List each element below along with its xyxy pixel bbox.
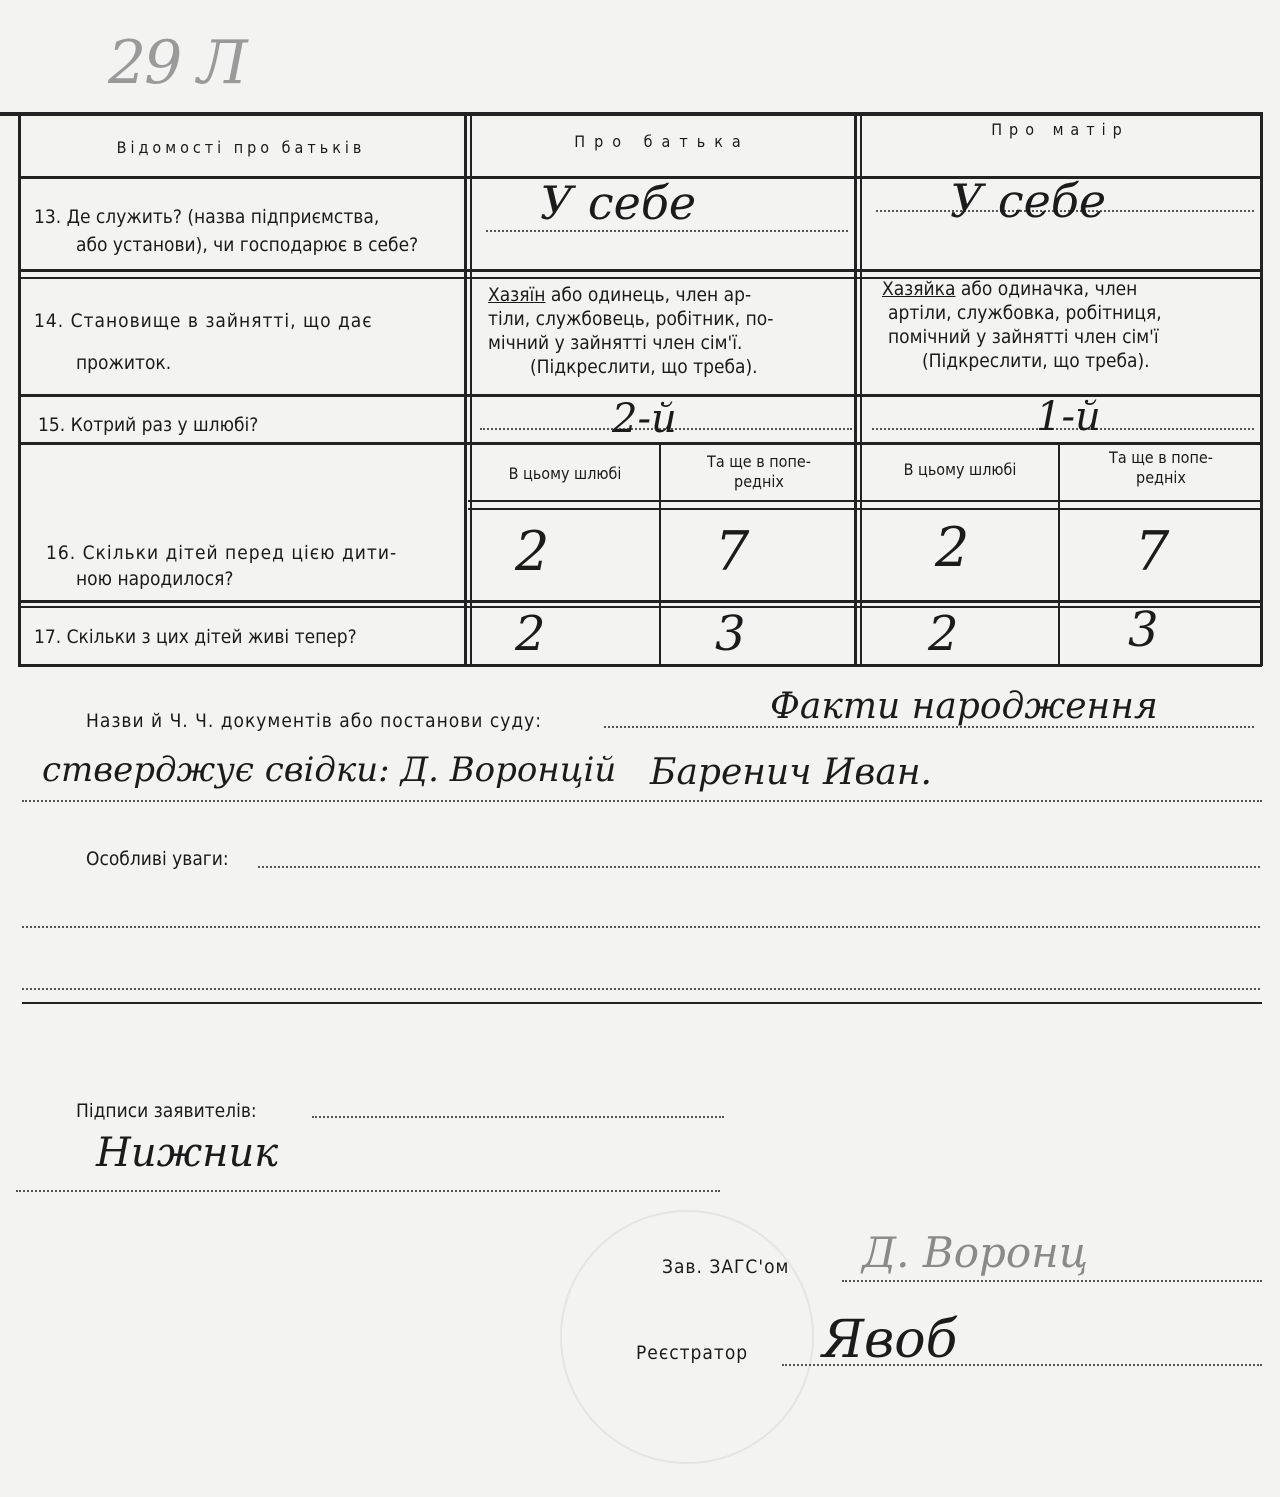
documents-handwritten-2: стверджує свідки: Д. Воронцій xyxy=(42,750,617,790)
row13-label-1: 13. Де служить? (назва підприємства, xyxy=(34,206,380,228)
subheader-mother-this: В цьому шлюбі xyxy=(903,460,1017,479)
mother-underlined-option: Хазяйка xyxy=(882,278,956,300)
row14-father-line3: мічний у зайнятті член сім'ї. xyxy=(488,332,743,354)
header-mother: Про матір xyxy=(991,120,1129,139)
row14-mother-line2: артіли, службовка, робітниця, xyxy=(888,302,1162,324)
row14-father-line1: Хазяїн або одинець, член ар- xyxy=(488,284,752,306)
row15-mother-value: 1-й xyxy=(1036,394,1101,440)
row16-label-1: 16. Скільки дітей перед цією дити- xyxy=(46,542,398,564)
head-label: Зав. ЗАГС'ом xyxy=(662,1256,790,1278)
row14-mother-line4: (Підкреслити, що треба). xyxy=(922,350,1150,372)
documents-handwritten-3: Баренич Иван. xyxy=(650,752,932,793)
documents-handwritten-1: Факти народження xyxy=(770,686,1158,727)
head-signature: Д. Воронц xyxy=(862,1228,1089,1277)
row16-value: 7 xyxy=(1135,520,1170,583)
applicants-label: Підписи заявителів: xyxy=(76,1100,257,1122)
row15-label: 15. Котрий раз у шлюбі? xyxy=(38,414,259,436)
registrar-signature: Явоб xyxy=(822,1310,958,1370)
row14-label-1: 14. Становище в зайнятті, що дає xyxy=(34,310,373,332)
registrar-label: Реєстратор xyxy=(636,1342,749,1364)
applicant-signature: Нижник xyxy=(96,1130,279,1176)
row14-mother-line1: Хазяйка або одиначка, член xyxy=(882,278,1138,300)
header-father: Про батька xyxy=(574,132,750,151)
row13-father-value: У себе xyxy=(540,176,697,230)
faint-seal xyxy=(560,1210,814,1464)
header-parents: Відомості про батьків xyxy=(116,138,366,157)
row17-value: 2 xyxy=(515,606,546,662)
row17-value: 3 xyxy=(715,606,746,662)
subheader-father-this: В цьому шлюбі xyxy=(508,464,622,483)
row14-mother-line3: помічний у зайнятті член сім'ї xyxy=(888,326,1159,348)
row17-label: 17. Скільки з цих дітей живі тепер? xyxy=(34,626,357,648)
page-number: 29 Л xyxy=(108,28,246,98)
row17-value: 2 xyxy=(928,606,959,662)
subheader-mother-previous: Та ще в попе- редніх xyxy=(1109,448,1213,487)
documents-label: Назви й Ч. Ч. документів або постанови суду: xyxy=(86,710,543,732)
row14-father-line4: (Підкреслити, що треба). xyxy=(530,356,758,378)
row14-father-line2: тіли, службовець, робітник, по- xyxy=(488,308,774,330)
row14-label-2: прожиток. xyxy=(76,352,172,374)
row16-value: 2 xyxy=(515,520,550,583)
row16-value: 7 xyxy=(715,520,750,583)
row15-father-value: 2-й xyxy=(612,396,677,442)
father-underlined-option: Хазяїн xyxy=(488,284,546,306)
row13-label-2: або установи), чи господарює в себе? xyxy=(76,234,419,256)
row16-label-2: ною народилося? xyxy=(76,568,234,590)
row16-value: 2 xyxy=(935,516,970,579)
subheader-father-previous: Та ще в попе- редніх xyxy=(707,452,811,491)
row17-value: 3 xyxy=(1128,602,1159,658)
row13-mother-value: У себе xyxy=(950,174,1107,228)
remarks-label: Особливі уваги: xyxy=(86,848,229,870)
